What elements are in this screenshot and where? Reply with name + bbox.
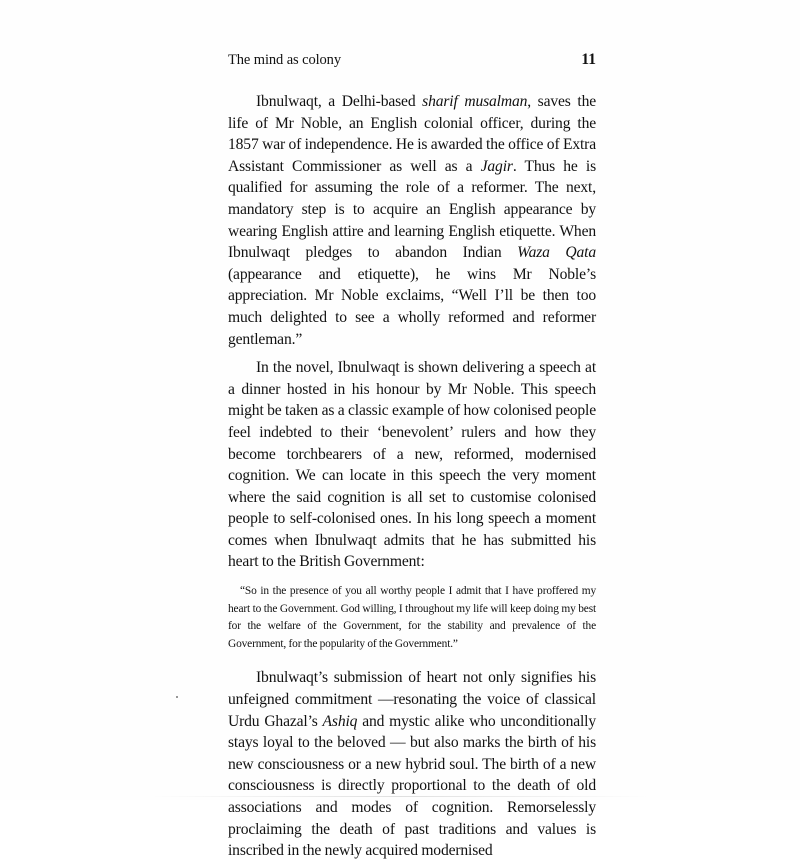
block-quote: “So in the presence of you all worthy people I admit that I have proffered my heart to the Government. God willing, I throughout my life will keep doing my best for the welfare of the Government, for the stability and prevalence of the Government, for the popularity of the Government.” bbox=[228, 585, 596, 650]
paragraph-ibnulwaqt-intro bbox=[228, 91, 596, 350]
text-run: Ibnulwaqt, a Delhi-based bbox=[256, 93, 423, 110]
italic-term-sharif-musalman: sharif musalman bbox=[422, 93, 528, 110]
paragraph-submission bbox=[228, 667, 596, 861]
paragraph-speech: In the novel, Ibnulwaqt is shown delivering a speech at a dinner hosted in his honour by Mr Noble. This speech might be taken as a classic example of how colonised people feel indebted to their ‘benevolent’ rulers and how they become torchbearers of a new, reformed, modernised cognition. We can locate in this speech the very moment where the said cognition is all set to customise colonised people to self-colonised ones. In his long speech a moment comes when Ibnulwaqt admits that he has submitted his heart to the British Government: bbox=[228, 359, 596, 571]
italic-term-waza-qata: Waza Qata bbox=[517, 244, 597, 262]
scan-speck bbox=[176, 696, 178, 698]
text-run: (appearance and etiquette), he wins Mr Noble’s appreciation. Mr Noble exclaims, “Well I’ll be then too much delighted to see a wholly reformed and reformer gentleman.” bbox=[228, 265, 596, 348]
running-title: The mind as colony bbox=[228, 52, 341, 68]
text-run: , saves the life of Mr Noble, an English colonial officer, during the 1857 war of independence. He is awarded the office of Extra Assistant Commissioner as well as a bbox=[228, 93, 596, 175]
text-run: Ibnulwaqt’s submission of heart not only signifies his unfeigned commitment —resonating the voice of classical Urdu Ghazal’s bbox=[228, 669, 596, 730]
italic-term-ashiq: Ashiq bbox=[322, 712, 358, 730]
page-bottom-edge bbox=[150, 796, 650, 797]
body-text bbox=[228, 91, 596, 862]
text-run: . Thus he is qualified for assuming the role of a reformer. The next, mandatory step is to acquire an English appearance by wearing English attire and learning English etiquette. When Ibnulwaqt pledges to abandon Indian bbox=[228, 157, 597, 262]
italic-term-jagir: Jagir bbox=[480, 157, 513, 175]
page-header bbox=[228, 52, 596, 74]
page-number: 11 bbox=[581, 51, 596, 68]
text-run: and mystic alike who unconditionally stays loyal to the beloved — but also marks the birth of his new consciousness or a new hybrid soul. The birth of a new consciousness is directly proportional to the death of old associations and modes of cognition. Remorselessly proclaiming the death of past traditions and values is inscribed in the newly acquired modernised bbox=[228, 712, 597, 860]
